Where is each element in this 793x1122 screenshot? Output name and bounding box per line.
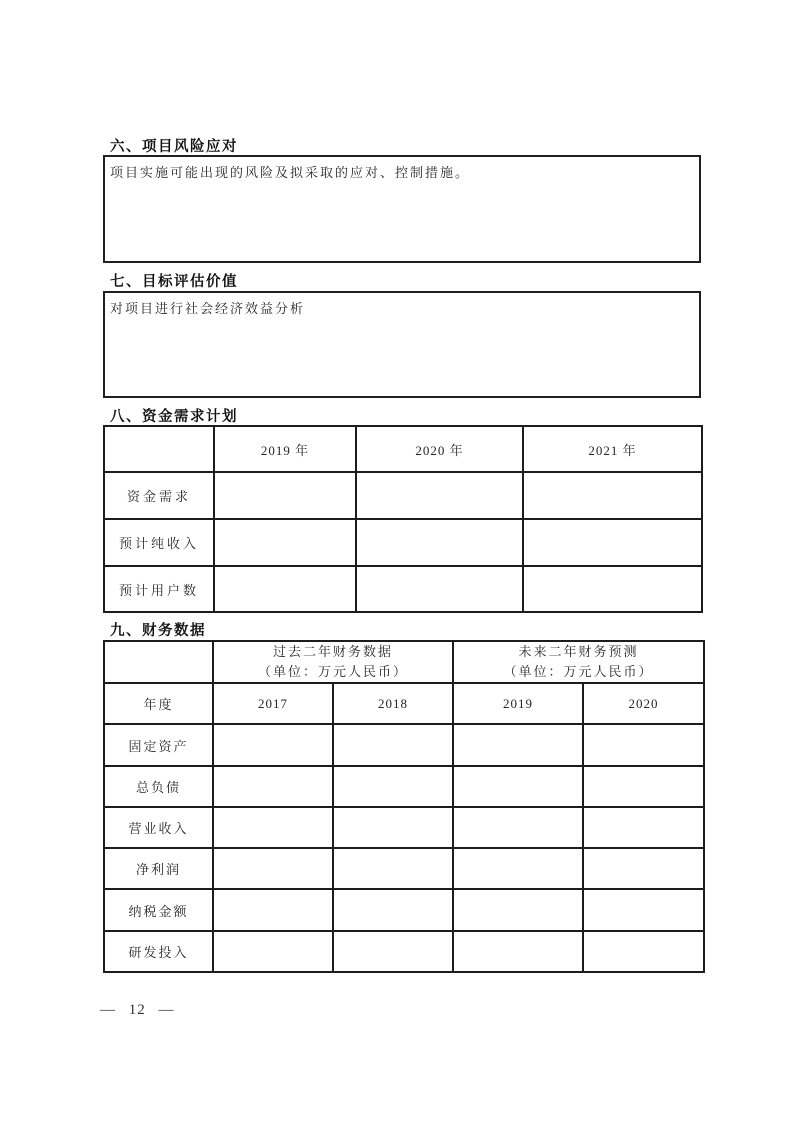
funding-header-row — [104, 426, 702, 472]
finance-group-past-title: 过去二年财务数据 — [273, 644, 394, 660]
finance-year-label: 年度 — [104, 683, 213, 724]
finance-row-label-net-profit: 净利润 — [104, 848, 213, 889]
finance-row-label-revenue: 营业收入 — [104, 807, 213, 848]
finance-year-2017: 2017 — [213, 683, 333, 724]
table-row — [104, 807, 704, 848]
funding-table — [103, 425, 703, 613]
finance-value-cell — [453, 931, 583, 972]
funding-row-label-users: 预计用户数 — [104, 566, 214, 612]
funding-row-label-net-income: 预计纯收入 — [104, 519, 214, 566]
funding-value-cell — [523, 566, 702, 612]
section-9-heading: 九、财务数据 — [110, 623, 206, 639]
funding-row-label-capital: 资金需求 — [104, 472, 214, 519]
funding-value-cell — [214, 566, 356, 612]
funding-value-cell — [356, 519, 523, 566]
finance-value-cell — [583, 766, 704, 807]
funding-value-cell — [356, 566, 523, 612]
finance-value-cell — [213, 848, 333, 889]
finance-group-past — [213, 641, 453, 683]
finance-value-cell — [453, 889, 583, 930]
table-row — [104, 931, 704, 972]
finance-group-header-row — [104, 641, 704, 683]
funding-year-2019: 2019 年 — [214, 426, 356, 472]
funding-value-cell — [356, 472, 523, 519]
table-row — [104, 889, 704, 930]
finance-corner-cell — [104, 641, 213, 683]
funding-value-cell — [214, 472, 356, 519]
finance-value-cell — [333, 848, 453, 889]
finance-year-2019: 2019 — [453, 683, 583, 724]
section-6-heading: 六、项目风险应对 — [110, 139, 238, 155]
table-row — [104, 519, 702, 566]
finance-value-cell — [333, 807, 453, 848]
funding-corner-cell — [104, 426, 214, 472]
finance-value-cell — [583, 848, 704, 889]
finance-value-cell — [333, 931, 453, 972]
finance-value-cell — [333, 766, 453, 807]
finance-row-label-tax: 纳税金额 — [104, 889, 213, 930]
page-number: — 12 — — [100, 1002, 175, 1018]
finance-row-label-rd: 研发投入 — [104, 931, 213, 972]
section-6-textbox — [103, 155, 701, 263]
funding-year-2020: 2020 年 — [356, 426, 523, 472]
finance-value-cell — [213, 724, 333, 765]
funding-value-cell — [523, 472, 702, 519]
section-7-textbox — [103, 291, 701, 398]
finance-group-past-unit: （单位：万元人民币） — [258, 664, 409, 680]
table-row — [104, 566, 702, 612]
finance-group-future-unit: （单位：万元人民币） — [503, 664, 654, 680]
finance-value-cell — [453, 724, 583, 765]
finance-value-cell — [453, 807, 583, 848]
section-6-body-text: 项目实施可能出现的风险及拟采取的应对、控制措施。 — [110, 165, 471, 180]
finance-row-label-fixed-assets: 固定资产 — [104, 724, 213, 765]
table-row — [104, 724, 704, 765]
finance-value-cell — [213, 766, 333, 807]
finance-value-cell — [333, 724, 453, 765]
finance-year-2020: 2020 — [583, 683, 704, 724]
section-8-heading: 八、资金需求计划 — [110, 409, 238, 425]
finance-year-2018: 2018 — [333, 683, 453, 724]
funding-value-cell — [523, 519, 702, 566]
finance-value-cell — [213, 807, 333, 848]
finance-value-cell — [583, 889, 704, 930]
finance-group-future-title: 未来二年财务预测 — [518, 644, 639, 660]
table-row — [104, 766, 704, 807]
finance-value-cell — [213, 889, 333, 930]
funding-year-2021: 2021 年 — [523, 426, 702, 472]
section-7-heading: 七、目标评估价值 — [110, 274, 238, 290]
funding-value-cell — [214, 519, 356, 566]
finance-value-cell — [583, 724, 704, 765]
finance-table — [103, 640, 705, 973]
finance-value-cell — [583, 931, 704, 972]
table-row — [104, 472, 702, 519]
finance-value-cell — [453, 766, 583, 807]
section-7-body-text: 对项目进行社会经济效益分析 — [110, 301, 306, 316]
finance-value-cell — [583, 807, 704, 848]
finance-row-label-liabilities: 总负债 — [104, 766, 213, 807]
table-row — [104, 848, 704, 889]
finance-value-cell — [213, 931, 333, 972]
finance-value-cell — [453, 848, 583, 889]
finance-year-row — [104, 683, 704, 724]
finance-value-cell — [333, 889, 453, 930]
finance-group-future — [453, 641, 704, 683]
